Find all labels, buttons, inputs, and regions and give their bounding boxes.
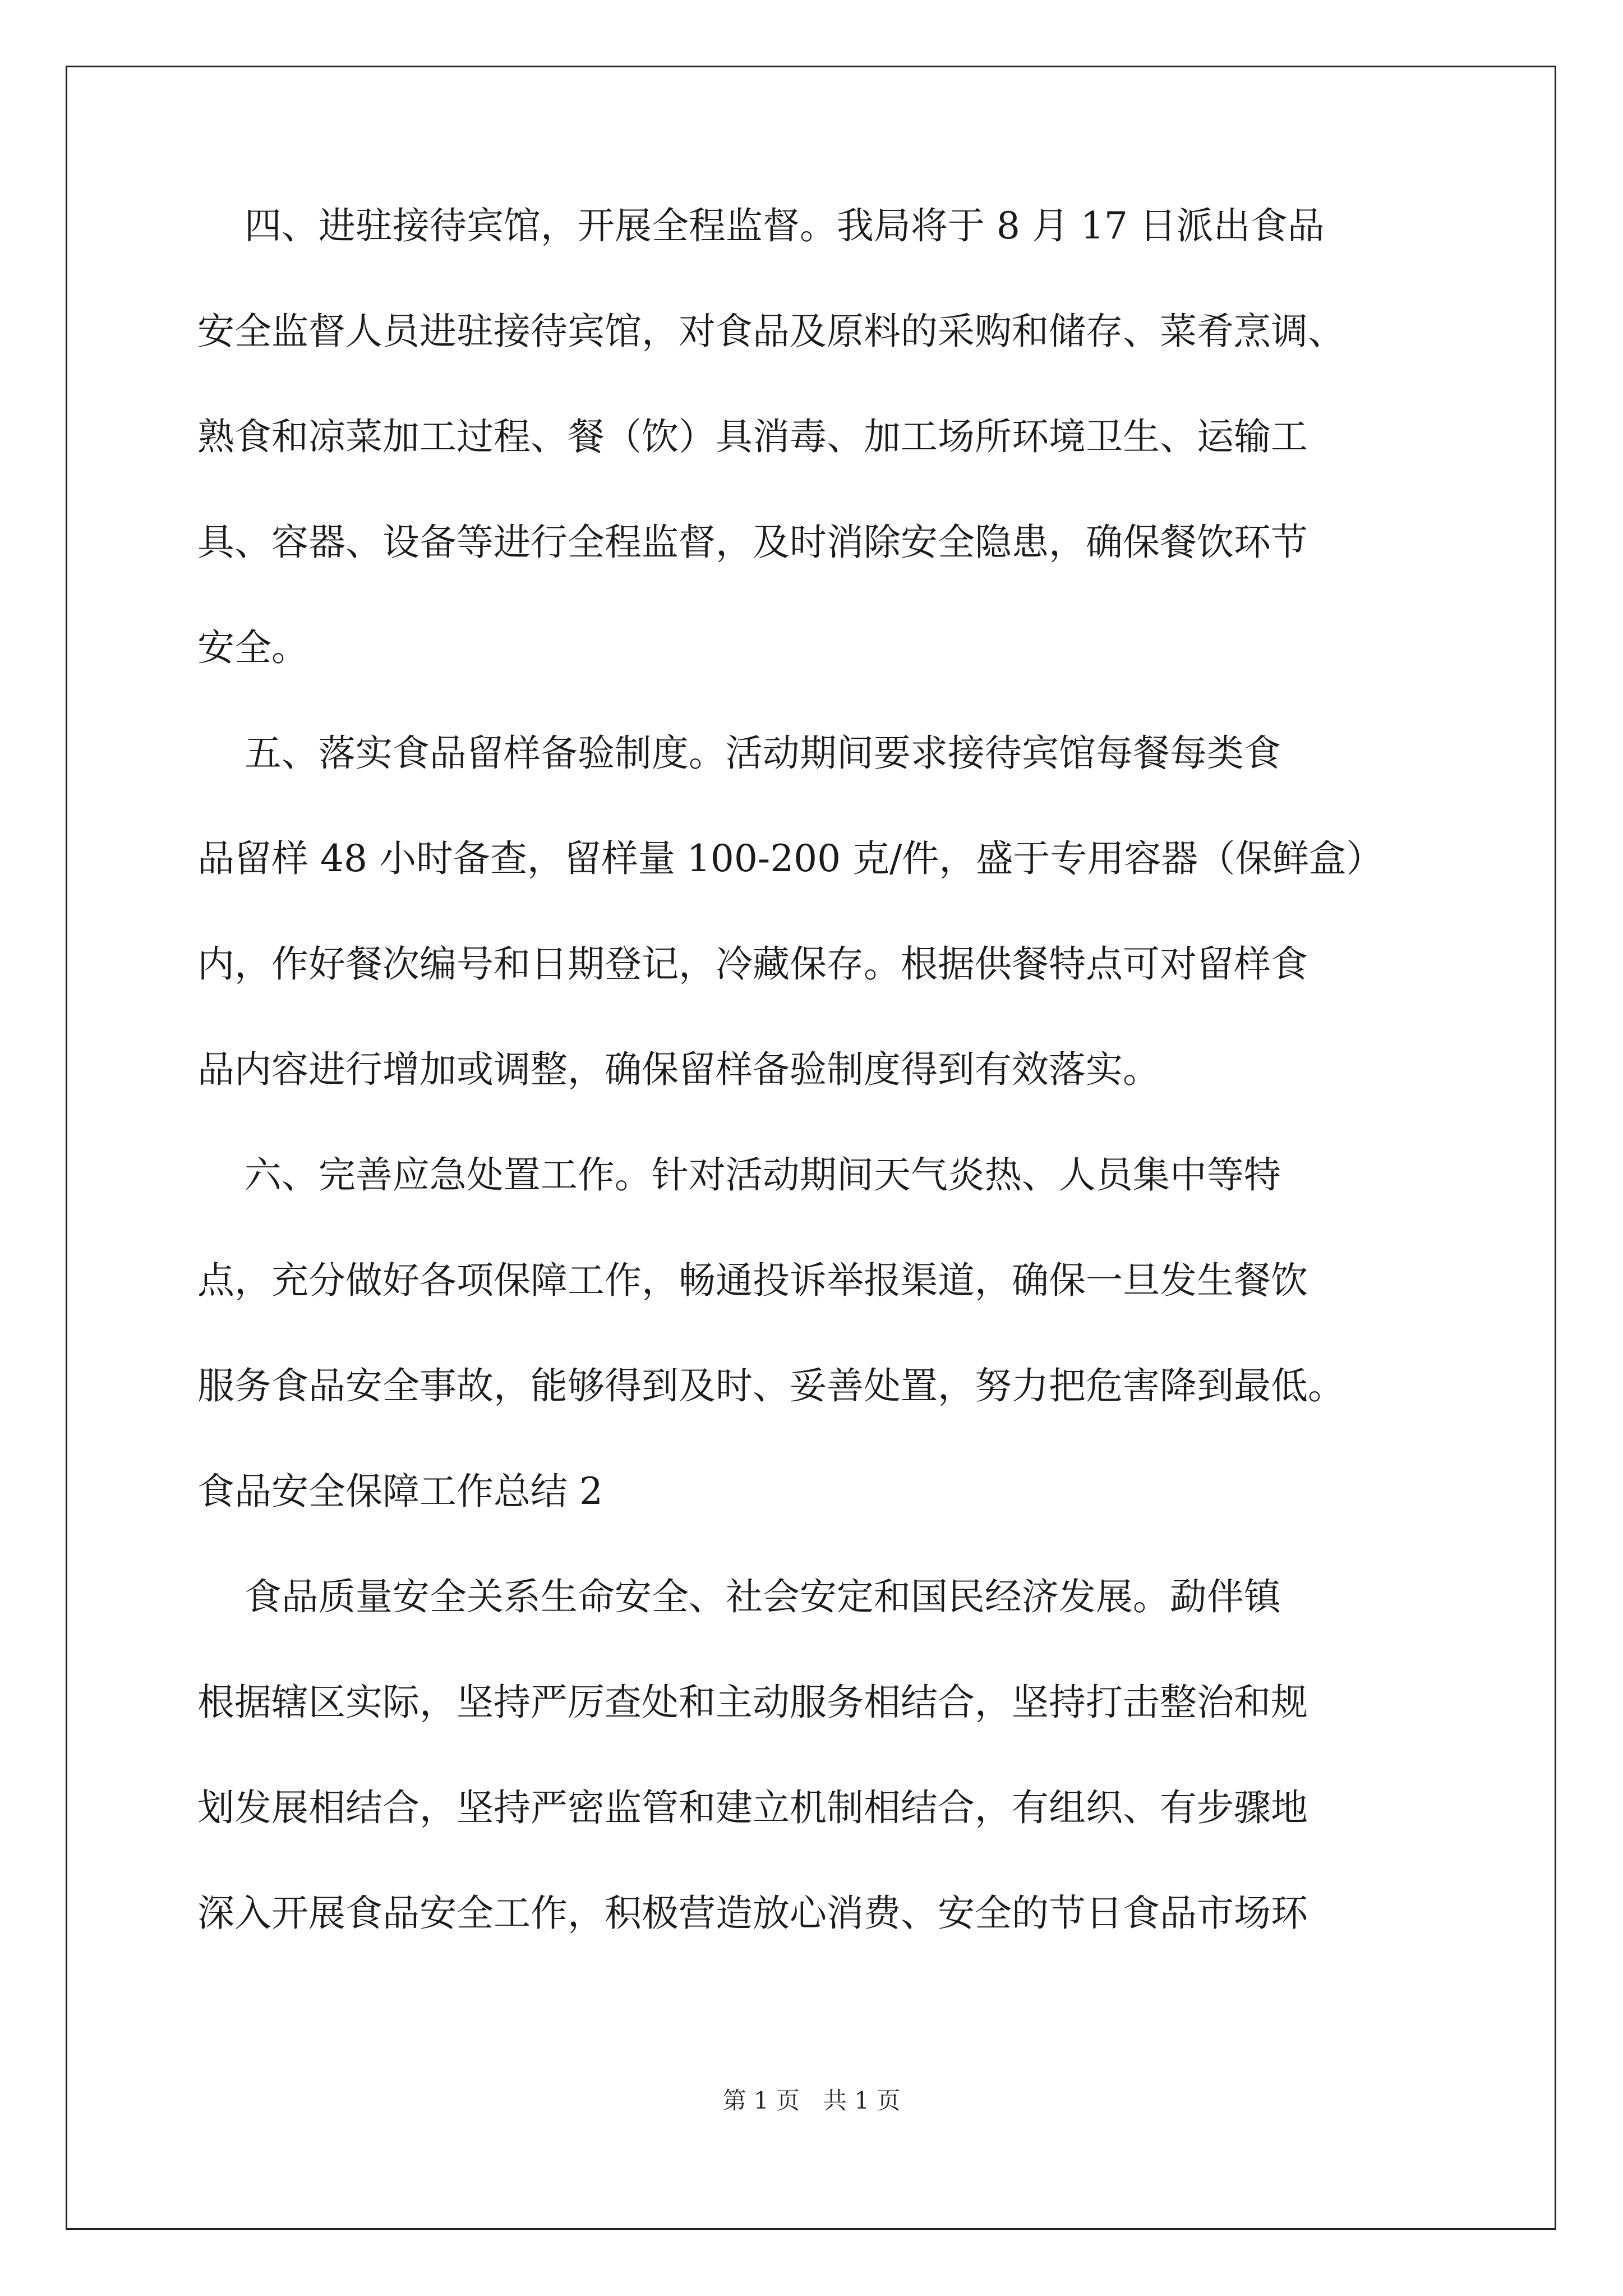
paragraph-7-line-2: 根据辖区实际，坚持严厉查处和主动服务相结合，坚持打击整治和规 [197, 1681, 1308, 1724]
paragraph-5-line-1: 五、落实食品留样备验制度。活动期间要求接待宾馆每餐每类食 [197, 731, 1281, 775]
paragraph-6-line-2: 点，充分做好各项保障工作，畅通投诉举报渠道，确保一旦发生餐饮 [197, 1259, 1308, 1302]
paragraph-7-line-3: 划发展相结合，坚持严密监管和建立机制相结合，有组织、有步骤地 [197, 1786, 1308, 1829]
section-heading: 食品安全保障工作总结 2 [197, 1470, 603, 1513]
paragraph-7-line-1: 食品质量安全关系生命安全、社会安定和国民经济发展。勐伴镇 [197, 1575, 1281, 1618]
paragraph-4-line-4: 具、容器、设备等进行全程监督，及时消除安全隐患，确保餐饮环节 [197, 521, 1308, 564]
paragraph-7-line-4: 深入开展食品安全工作，积极营造放心消费、安全的节日食品市场环 [197, 1892, 1308, 1935]
paragraph-4-line-5: 安全。 [197, 626, 308, 669]
paragraph-4-line-3: 熟食和凉菜加工过程、餐（饮）具消毒、加工场所环境卫生、运输工 [197, 415, 1308, 458]
paragraph-5-line-2: 品留样 48 小时备查，留样量 100-200 克/件，盛于专用容器（保鲜盒） [197, 837, 1384, 880]
paragraph-4-line-2: 安全监督人员进驻接待宾馆，对食品及原料的采购和储存、菜肴烹调、 [197, 310, 1345, 353]
paragraph-4-line-1: 四、进驻接待宾馆，开展全程监督。我局将于 8 月 17 日派出食品 [197, 204, 1325, 247]
paragraph-6-line-3: 服务食品安全事故，能够得到及时、妥善处置，努力把危害降到最低。 [197, 1364, 1345, 1407]
paragraph-5-line-4: 品内容进行增加或调整，确保留样备验制度得到有效落实。 [197, 1048, 1160, 1091]
paragraph-6-line-1: 六、完善应急处置工作。针对活动期间天气炎热、人员集中等特 [197, 1153, 1281, 1197]
page-number: 第 1 页 共 1 页 [722, 2087, 901, 2114]
paragraph-5-line-3: 内，作好餐次编号和日期登记，冷藏保存。根据供餐特点可对留样食 [197, 942, 1308, 986]
